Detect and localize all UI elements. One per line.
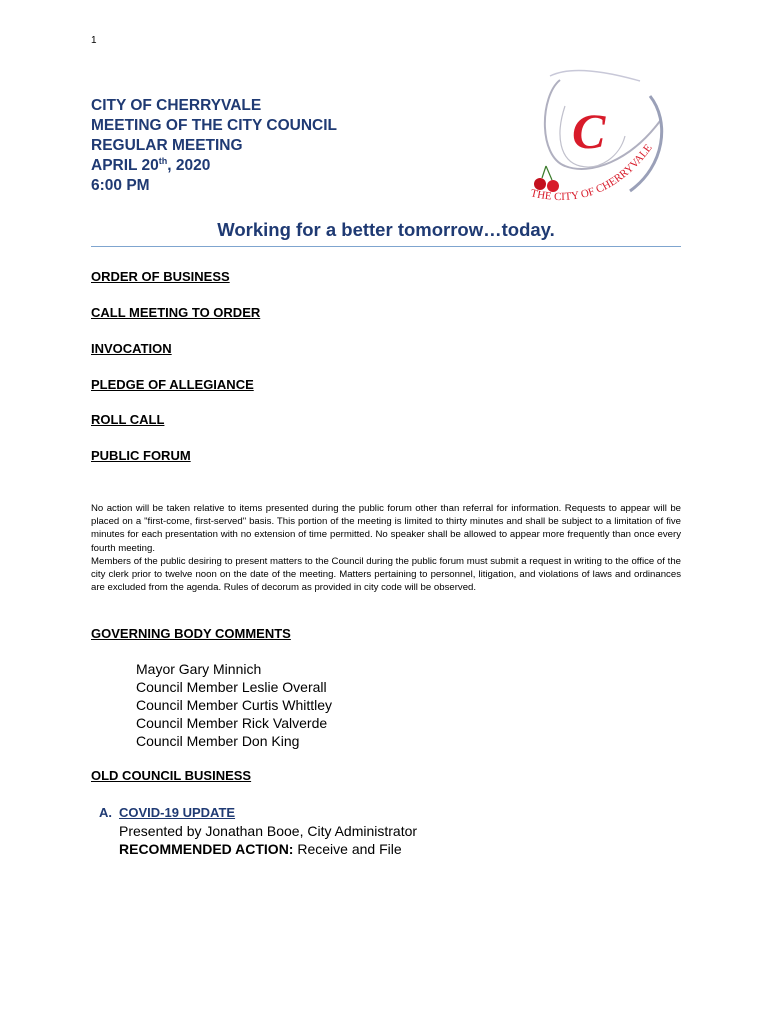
item-letter: A. — [99, 805, 112, 820]
meeting-header — [91, 96, 337, 196]
item-title: COVID-19 UPDATE — [119, 805, 236, 820]
divider — [91, 246, 681, 247]
section-governing-body: GOVERNING BODY COMMENTS — [91, 626, 291, 641]
section-pledge: PLEDGE OF ALLEGIANCE — [91, 377, 254, 392]
section-public-forum: PUBLIC FORUM — [91, 448, 191, 463]
member-item: Council Member Rick Valverde — [136, 715, 328, 731]
header-time: 6:00 PM — [91, 177, 150, 194]
member-item: Mayor Gary Minnich — [136, 661, 262, 677]
member-item: Council Member Curtis Whittley — [136, 697, 333, 713]
header-meeting: MEETING OF THE CITY COUNCIL — [91, 117, 337, 134]
member-item: Council Member Leslie Overall — [136, 679, 327, 695]
public-forum-text — [91, 502, 681, 594]
section-call-to-order: CALL MEETING TO ORDER — [91, 305, 261, 320]
governing-member-list — [136, 660, 332, 750]
item-action — [99, 840, 417, 858]
header-type: REGULAR MEETING — [91, 137, 243, 154]
section-old-business: OLD COUNCIL BUSINESS — [91, 768, 252, 783]
agenda-item — [99, 804, 417, 858]
city-logo — [510, 66, 680, 216]
logo-text: THE CITY OF CHERRYVALE — [529, 142, 655, 204]
page-number: 1 — [91, 35, 97, 46]
header-date: APRIL 20th, 2020 — [91, 156, 211, 174]
forum-paragraph: Members of the public desiring to present matters to the Council during the public forum must submit a request in writing to the office of the city clerk prior to twelve noon on the date of the meeting. Matters pertaining to personnel, litigation, and violations of laws and ordinances are excluded from the agenda. Rules of decorum as provided in city code will be observed. — [91, 555, 681, 594]
section-order-of-business: ORDER OF BUSINESS — [91, 269, 230, 284]
header-city: CITY OF CHERRYVALE — [91, 97, 262, 114]
member-item: Council Member Don King — [136, 733, 300, 749]
section-invocation: INVOCATION — [91, 341, 172, 356]
action-label: RECOMMENDED ACTION: — [119, 841, 294, 857]
logo-letter: C — [572, 103, 606, 159]
section-roll-call: ROLL CALL — [91, 412, 165, 427]
action-value: Receive and File — [297, 841, 402, 857]
forum-paragraph: No action will be taken relative to items presented during the public forum other than referral for information. Requests to appear will be placed on a "first-come, first-served" basis. This portion of the meeting is limited to thirty minutes and shall be subject to a limitation of five minutes for each presentation with no extension of time permitted. No speaker shall be allowed to appear more frequently than once every fourth meeting. — [91, 503, 681, 554]
tagline: Working for a better tomorrow…today. — [217, 219, 555, 240]
item-presenter: Presented by Jonathan Booe, City Administrator — [119, 823, 418, 839]
